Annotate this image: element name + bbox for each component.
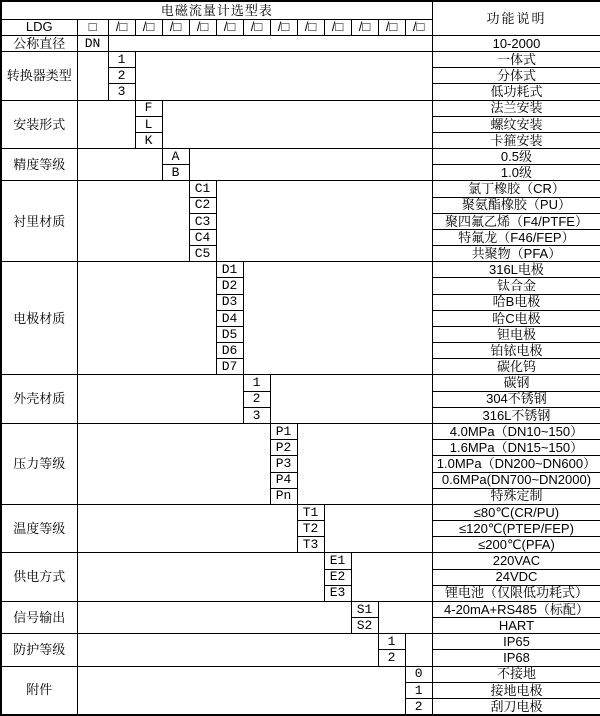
code-cell: B: [162, 165, 189, 181]
desc-cell: 聚氨酯橡胶（PU）: [432, 197, 600, 213]
code-cell: T2: [297, 521, 324, 537]
table-row: [1, 553, 600, 569]
desc-cell: 10-2000: [432, 35, 600, 51]
desc-cell: 特氟龙（F46/FEP）: [432, 229, 600, 245]
code-cell: D1: [216, 262, 243, 278]
code-box-cell: /□: [216, 19, 243, 35]
desc-cell: 钽电极: [432, 326, 600, 342]
filler-cell: [351, 553, 432, 602]
table-row: [1, 262, 600, 278]
desc-cell: ≤120℃(PTEP/FEP): [432, 521, 600, 537]
desc-cell: 低功耗式: [432, 84, 600, 100]
code-box-cell: /□: [297, 19, 324, 35]
filler-cell: [77, 149, 162, 181]
group-label-cell: 安装形式: [1, 100, 77, 149]
table-row: [1, 1, 600, 19]
desc-cell: 1.0MPa（DN200~DN600）: [432, 456, 600, 472]
desc-cell: 0.5级: [432, 149, 600, 165]
desc-cell: HART: [432, 618, 600, 634]
code-cell: 1: [378, 634, 405, 650]
desc-cell: 碳化钨: [432, 359, 600, 375]
table-row: [1, 375, 600, 391]
code-cell: D3: [216, 294, 243, 310]
code-cell: DN: [77, 35, 108, 51]
filler-cell: [108, 35, 432, 51]
filler-cell: [162, 100, 432, 149]
filler-cell: [77, 553, 324, 602]
table-row: [1, 504, 600, 520]
filler-cell: [324, 504, 432, 553]
desc-cell: 一体式: [432, 52, 600, 68]
code-cell: D5: [216, 326, 243, 342]
code-box-cell: /□: [270, 19, 297, 35]
code-cell: F: [135, 100, 162, 116]
model-prefix-cell: LDG: [1, 19, 77, 35]
code-cell: D2: [216, 278, 243, 294]
table-row: [1, 424, 600, 440]
table-row: [1, 149, 600, 165]
table-row: [1, 601, 600, 617]
filler-cell: [77, 181, 189, 262]
filler-cell: [270, 375, 432, 424]
filler-cell: [77, 52, 108, 101]
code-cell: D7: [216, 359, 243, 375]
table-row: [1, 181, 600, 197]
desc-cell: 316L不锈钢: [432, 407, 600, 423]
table-row: [1, 52, 600, 68]
code-cell: E1: [324, 553, 351, 569]
desc-cell: ≤200℃(PFA): [432, 537, 600, 553]
group-label-cell: 外壳材质: [1, 375, 77, 424]
filler-cell: [189, 149, 432, 181]
group-label-cell: 衬里材质: [1, 181, 77, 262]
desc-cell: 铂铱电极: [432, 343, 600, 359]
code-cell: E2: [324, 569, 351, 585]
code-cell: C1: [189, 181, 216, 197]
desc-cell: 316L电极: [432, 262, 600, 278]
desc-cell: 4.0MPa（DN10~150）: [432, 424, 600, 440]
desc-cell: 碳钢: [432, 375, 600, 391]
code-box-cell: /□: [351, 19, 378, 35]
table-row: [1, 35, 600, 51]
code-cell: A: [162, 149, 189, 165]
desc-cell: 304不锈钢: [432, 391, 600, 407]
code-cell: 1: [405, 682, 432, 698]
code-cell: 3: [108, 84, 135, 100]
code-cell: 1: [108, 52, 135, 68]
code-box-cell: /□: [405, 19, 432, 35]
code-cell: 0: [405, 666, 432, 682]
desc-cell: 4-20mA+RS485（标配）: [432, 601, 600, 617]
code-cell: 2: [378, 650, 405, 666]
desc-cell: 锂电池（仅限低功耗式）: [432, 585, 600, 601]
desc-cell: IP65: [432, 634, 600, 650]
group-label-cell: 转换器类型: [1, 52, 77, 101]
code-cell: 2: [405, 698, 432, 715]
filler-cell: [77, 666, 405, 715]
desc-cell: 螺纹安装: [432, 116, 600, 132]
group-label-cell: 压力等级: [1, 424, 77, 505]
filler-cell: [378, 601, 432, 633]
table-row: [1, 666, 600, 682]
code-cell: 2: [243, 391, 270, 407]
desc-cell: 接地电极: [432, 682, 600, 698]
table-row: [1, 634, 600, 650]
code-cell: D4: [216, 310, 243, 326]
desc-cell: 不接地: [432, 666, 600, 682]
code-cell: S2: [351, 618, 378, 634]
filler-cell: [77, 375, 243, 424]
code-cell: P2: [270, 440, 297, 456]
code-cell: S1: [351, 601, 378, 617]
code-box-cell: /□: [243, 19, 270, 35]
code-cell: P3: [270, 456, 297, 472]
desc-cell: 分体式: [432, 68, 600, 84]
desc-cell: 法兰安装: [432, 100, 600, 116]
desc-cell: 聚四氟乙烯（F4/PTFE）: [432, 213, 600, 229]
code-cell: L: [135, 116, 162, 132]
code-cell: D6: [216, 343, 243, 359]
function-column-header: 功能说明: [432, 1, 600, 35]
code-box-cell: /□: [108, 19, 135, 35]
filler-cell: [405, 634, 432, 666]
code-cell: C5: [189, 246, 216, 262]
code-box-cell: /□: [162, 19, 189, 35]
code-cell: 2: [108, 68, 135, 84]
code-cell: 1: [243, 375, 270, 391]
code-cell: 3: [243, 407, 270, 423]
filler-cell: [77, 504, 297, 553]
desc-cell: 哈B电极: [432, 294, 600, 310]
code-cell: C4: [189, 229, 216, 245]
desc-cell: 共聚物（PFA）: [432, 246, 600, 262]
code-cell: T3: [297, 537, 324, 553]
code-cell: C3: [189, 213, 216, 229]
group-label-cell: 供电方式: [1, 553, 77, 602]
desc-cell: 特殊定制: [432, 488, 600, 504]
desc-cell: 1.0级: [432, 165, 600, 181]
filler-cell: [243, 262, 432, 375]
group-label-cell: 精度等级: [1, 149, 77, 181]
desc-cell: 刮刀电极: [432, 698, 600, 715]
code-box-cell: /□: [324, 19, 351, 35]
group-label-cell: 电极材质: [1, 262, 77, 375]
page-title: 电磁流量计选型表: [1, 1, 432, 19]
code-cell: K: [135, 132, 162, 148]
filler-cell: [77, 424, 270, 505]
desc-cell: IP68: [432, 650, 600, 666]
desc-cell: 钛合金: [432, 278, 600, 294]
code-cell: C2: [189, 197, 216, 213]
group-label-cell: 温度等级: [1, 504, 77, 553]
code-cell: T1: [297, 504, 324, 520]
group-label-cell: 防护等级: [1, 634, 77, 666]
group-label-cell: 附件: [1, 666, 77, 715]
code-cell: Pn: [270, 488, 297, 504]
desc-cell: 24VDC: [432, 569, 600, 585]
filler-cell: [77, 601, 351, 633]
code-box-cell: /□: [135, 19, 162, 35]
filler-cell: [77, 262, 216, 375]
filler-cell: [135, 52, 432, 101]
desc-cell: 哈C电极: [432, 310, 600, 326]
code-cell: P1: [270, 424, 297, 440]
code-cell: P4: [270, 472, 297, 488]
table-row: [1, 100, 600, 116]
code-box-cell: □: [77, 19, 108, 35]
desc-cell: 220VAC: [432, 553, 600, 569]
desc-cell: 氯丁橡胶（CR）: [432, 181, 600, 197]
desc-cell: 1.6MPa（DN15~150）: [432, 440, 600, 456]
group-label-cell: 公称直径: [1, 35, 77, 51]
filler-cell: [216, 181, 432, 262]
group-label-cell: 信号输出: [1, 601, 77, 633]
filler-cell: [77, 634, 378, 666]
desc-cell: 0.6MPa(DN700~DN2000): [432, 472, 600, 488]
code-box-cell: /□: [189, 19, 216, 35]
code-cell: E3: [324, 585, 351, 601]
desc-cell: ≤80℃(CR/PU): [432, 504, 600, 520]
desc-cell: 卡箍安装: [432, 132, 600, 148]
filler-cell: [77, 100, 135, 149]
filler-cell: [297, 424, 432, 505]
code-box-cell: /□: [378, 19, 405, 35]
